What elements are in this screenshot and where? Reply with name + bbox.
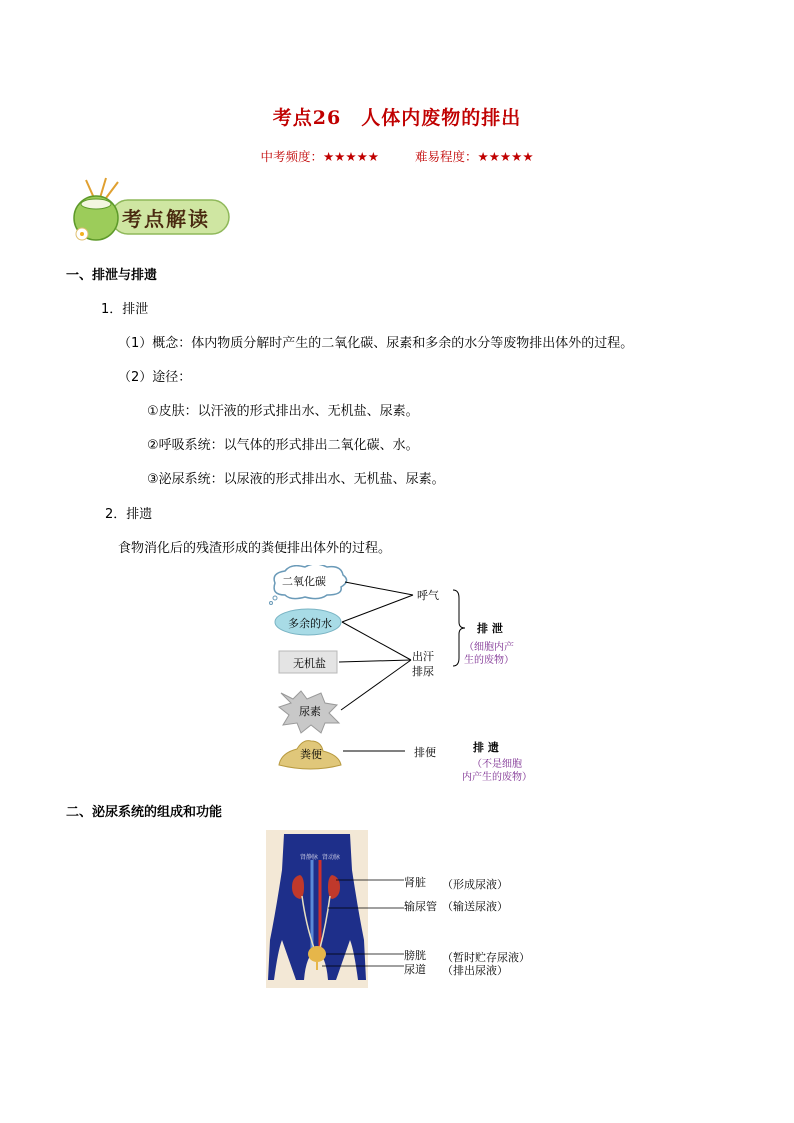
egestion-definition: 食物消化后的残渣形成的粪便排出体外的过程。 <box>118 541 392 556</box>
function-urethra: （排出尿液） <box>442 964 508 977</box>
excretion-note <box>461 641 517 667</box>
egestion-note-line2: 内产生的废物） <box>462 772 532 783</box>
function-ureter: （输送尿液） <box>442 900 508 913</box>
waste-urea: 尿素 <box>299 705 321 718</box>
route-respiratory: ②呼吸系统：以气体的形式排出二氧化碳、水。 <box>147 438 419 453</box>
waste-diagram <box>265 565 555 790</box>
function-kidney: （形成尿液） <box>442 878 508 891</box>
difficulty-stars: ★★★★★ <box>477 149 534 164</box>
frequency-rating <box>260 147 379 165</box>
output-exhale: 呼气 <box>417 589 439 602</box>
item2-heading: 2．排遗 <box>105 507 153 522</box>
organ-urethra: 尿道 <box>404 963 426 976</box>
renal-vein-label: 肾静脉 <box>300 854 319 861</box>
frequency-stars: ★★★★★ <box>322 149 379 164</box>
bladder <box>308 946 326 962</box>
organ-kidney: 肾脏 <box>404 876 426 889</box>
egestion-label: 排 遗 <box>473 741 499 754</box>
waste-salt: 无机盐 <box>293 657 326 670</box>
rating-line <box>0 147 794 165</box>
output-defecate: 排便 <box>414 746 436 759</box>
excretion-note-line2: 生的废物） <box>464 655 514 666</box>
route-heading: （2）途径： <box>118 370 192 385</box>
egestion-note <box>458 758 536 784</box>
section1-heading: 一、排泄与排遗 <box>66 268 158 283</box>
difficulty-rating <box>415 147 534 165</box>
waste-feces: 粪便 <box>300 748 322 761</box>
page-title: 考点26 人体内废物的排出 <box>272 107 522 129</box>
waste-water: 多余的水 <box>288 617 332 630</box>
excretion-concept: （1）概念：体内物质分解时产生的二氧化碳、尿素和多余的水分等废物排出体外的过程。 <box>118 336 634 351</box>
route-urinary: ③泌尿系统：以尿液的形式排出水、无机盐、尿素。 <box>147 472 445 487</box>
section2-heading: 二、泌尿系统的组成和功能 <box>66 805 223 820</box>
item1-heading: 1．排泄 <box>101 302 149 317</box>
output-urinate: 排尿 <box>412 665 434 678</box>
function-bladder: （暂时贮存尿液） <box>442 951 530 964</box>
section-badge <box>66 176 236 246</box>
renal-artery-label: 肾动脉 <box>322 854 341 861</box>
difficulty-label: 难易程度： <box>414 149 478 164</box>
organ-bladder: 膀胱 <box>404 949 426 962</box>
route-skin: ①皮肤：以汗液的形式排出水、无机盐、尿素。 <box>147 404 419 419</box>
waste-co2: 二氧化碳 <box>282 575 326 588</box>
excretion-note-line1: （细胞内产 <box>464 642 514 653</box>
excretion-label: 排 泄 <box>477 622 503 635</box>
organ-ureter: 输尿管 <box>404 900 437 913</box>
output-sweat: 出汗 <box>412 650 434 663</box>
badge-text: 考点解读 <box>122 207 210 231</box>
frequency-label: 中考频度： <box>260 149 323 164</box>
urinary-system-diagram <box>266 830 536 990</box>
egestion-note-line1: （不是细胞 <box>472 759 522 770</box>
